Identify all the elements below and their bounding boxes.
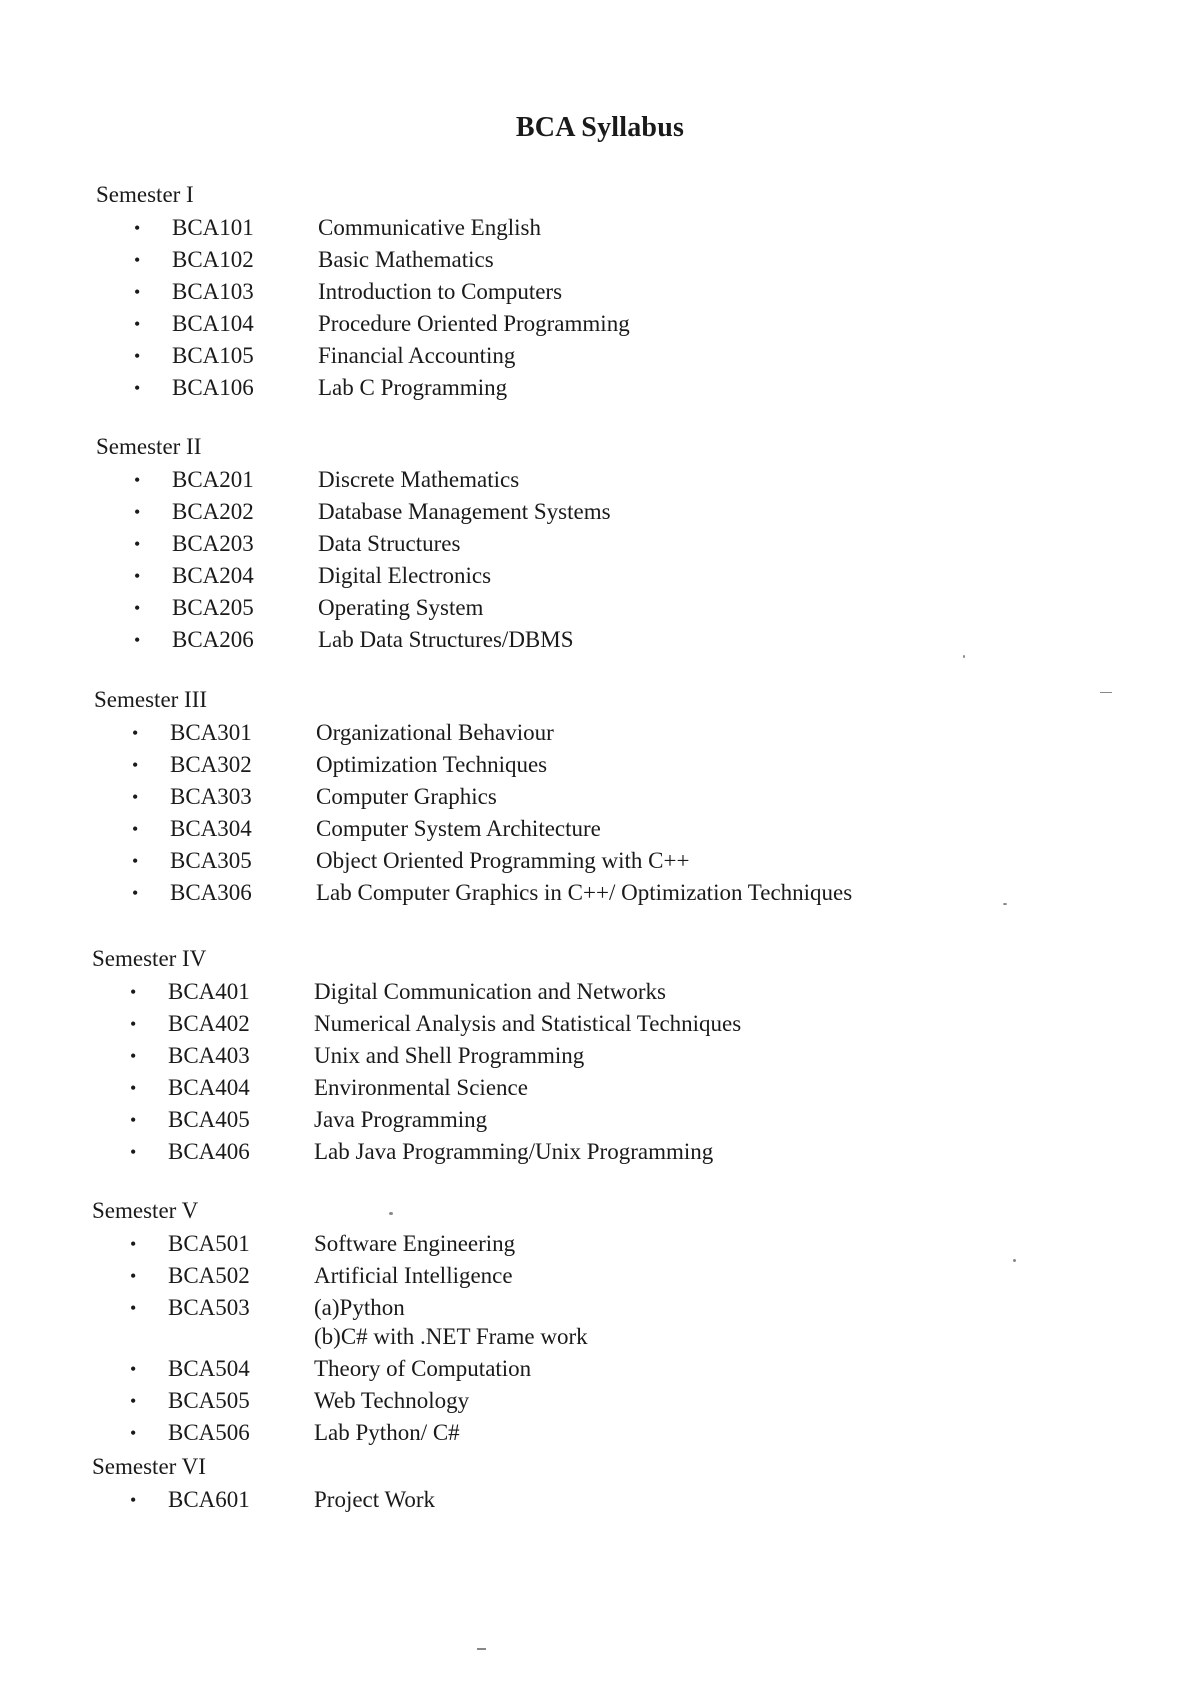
course-name: Communicative English [318,215,541,240]
bullet-icon: • [132,819,139,839]
course-row [132,878,1032,908]
course-row [130,1485,1030,1515]
course-code: BCA406 [168,1139,250,1164]
course-name: Financial Accounting [318,343,516,368]
course-code: BCA503 [168,1295,250,1320]
course-row [130,977,1030,1007]
semester-heading: Semester VI [92,1454,206,1479]
course-name: Numerical Analysis and Statistical Techniques [314,1011,742,1036]
course-name: Project Work [314,1487,436,1512]
bullet-icon: • [134,598,141,618]
course-name: Lab Python/ C# [314,1420,460,1445]
course-name: Computer Graphics [316,784,497,809]
course-name: Artificial Intelligence [314,1263,513,1288]
course-code: BCA505 [168,1388,250,1413]
bullet-icon: • [132,851,139,871]
course-name: Java Programming [314,1107,488,1132]
course-code: BCA202 [172,499,254,524]
scan-speck [1003,903,1007,905]
scan-speck [477,1648,486,1650]
course-row [134,497,1034,527]
course-name: Lab C Programming [318,375,508,400]
bullet-icon: • [130,1266,137,1286]
course-code: BCA502 [168,1263,250,1288]
course-name: Object Oriented Programming with C++ [316,848,690,873]
bullet-icon: • [134,630,141,650]
bullet-icon: • [134,218,141,238]
course-name: Environmental Science [314,1075,528,1100]
course-row [130,1137,1030,1167]
bullet-icon: • [130,1078,137,1098]
course-row [130,1041,1030,1071]
course-row [134,309,1034,339]
course-code: BCA501 [168,1231,250,1256]
course-code: BCA306 [170,880,252,905]
course-row [130,1009,1030,1039]
course-row [134,341,1034,371]
course-name: Organizational Behaviour [316,720,554,745]
course-code: BCA304 [170,816,252,841]
bullet-icon: • [130,1359,137,1379]
course-row [134,529,1034,559]
course-name: Optimization Techniques [316,752,548,777]
course-name: Lab Data Structures/DBMS [318,627,574,652]
bullet-icon: • [132,883,139,903]
course-row [134,561,1034,591]
course-row [134,213,1034,243]
semester-heading: Semester III [94,687,208,712]
course-name: Procedure Oriented Programming [318,311,630,336]
course-code: BCA102 [172,247,254,272]
course-name: Digital Communication and Networks [314,979,666,1004]
course-name: Theory of Computation [314,1356,532,1381]
scan-speck [389,1212,393,1215]
course-row [130,1418,1030,1448]
course-code: BCA303 [170,784,252,809]
course-code: BCA504 [168,1356,250,1381]
course-row [130,1229,1030,1259]
course-name: Basic Mathematics [318,247,494,272]
course-code: BCA403 [168,1043,250,1068]
course-code: BCA204 [172,563,254,588]
bullet-icon: • [130,1142,137,1162]
course-row [132,846,1032,876]
course-name: Software Engineering [314,1231,516,1256]
semester-heading: Semester I [96,182,194,207]
bullet-icon: • [134,314,141,334]
course-row [130,1261,1030,1291]
course-name: Database Management Systems [318,499,611,524]
course-code: BCA401 [168,979,250,1004]
bullet-icon: • [132,755,139,775]
course-row [130,1386,1030,1416]
course-name: (a)Python [314,1295,405,1320]
course-row [134,625,1034,655]
course-code: BCA103 [172,279,254,304]
bullet-icon: • [134,250,141,270]
course-name: Lab Computer Graphics in C++/ Optimization Techniques [316,880,853,905]
course-name: Unix and Shell Programming [314,1043,585,1068]
semester-heading: Semester IV [92,946,207,971]
course-row [134,465,1034,495]
semester-heading: Semester II [96,434,202,459]
scan-speck [1013,1259,1016,1262]
bullet-icon: • [134,534,141,554]
course-code: BCA402 [168,1011,250,1036]
bullet-icon: • [134,470,141,490]
course-row [134,245,1034,275]
scan-speck [1100,692,1112,693]
course-name: Introduction to Computers [318,279,563,304]
bullet-icon: • [130,1490,137,1510]
course-code: BCA201 [172,467,254,492]
course-code: BCA301 [170,720,252,745]
bullet-icon: • [130,1014,137,1034]
course-code: BCA101 [172,215,254,240]
course-code: BCA106 [172,375,254,400]
bullet-icon: • [130,1298,137,1318]
course-row [132,782,1032,812]
course-name: Data Structures [318,531,461,556]
course-code: BCA105 [172,343,254,368]
bullet-icon: • [130,1110,137,1130]
bullet-icon: • [130,982,137,1002]
course-name: Lab Java Programming/Unix Programming [314,1139,714,1164]
course-code: BCA205 [172,595,254,620]
course-name: Computer System Architecture [316,816,601,841]
course-row [130,1105,1030,1135]
course-code: BCA601 [168,1487,250,1512]
course-name: Digital Electronics [318,563,492,588]
course-row [132,750,1032,780]
bullet-icon: • [130,1423,137,1443]
course-code: BCA506 [168,1420,250,1445]
course-code: BCA206 [172,627,254,652]
course-row [130,1354,1030,1384]
course-name: Operating System [318,595,484,620]
course-name-line2: (b)C# with .NET Frame work [314,1324,588,1349]
course-name: Discrete Mathematics [318,467,520,492]
bullet-icon: • [134,502,141,522]
course-row [134,373,1034,403]
course-row [134,277,1034,307]
course-row [132,718,1032,748]
bullet-icon: • [130,1391,137,1411]
course-code: BCA104 [172,311,254,336]
bullet-icon: • [134,566,141,586]
course-row [134,593,1034,623]
bullet-icon: • [134,346,141,366]
course-code: BCA305 [170,848,252,873]
course-code: BCA302 [170,752,252,777]
course-code: BCA405 [168,1107,250,1132]
course-code: BCA404 [168,1075,250,1100]
course-code: BCA203 [172,531,254,556]
bullet-icon: • [130,1046,137,1066]
page-title: BCA Syllabus [515,112,685,143]
course-name: Web Technology [314,1388,470,1413]
semester-heading: Semester V [92,1198,199,1223]
bullet-icon: • [130,1234,137,1254]
scan-speck [963,655,965,658]
course-row [130,1073,1030,1103]
bullet-icon: • [134,282,141,302]
bullet-icon: • [132,787,139,807]
course-row [130,1293,1030,1349]
course-row [132,814,1032,844]
bullet-icon: • [132,723,139,743]
bullet-icon: • [134,378,141,398]
